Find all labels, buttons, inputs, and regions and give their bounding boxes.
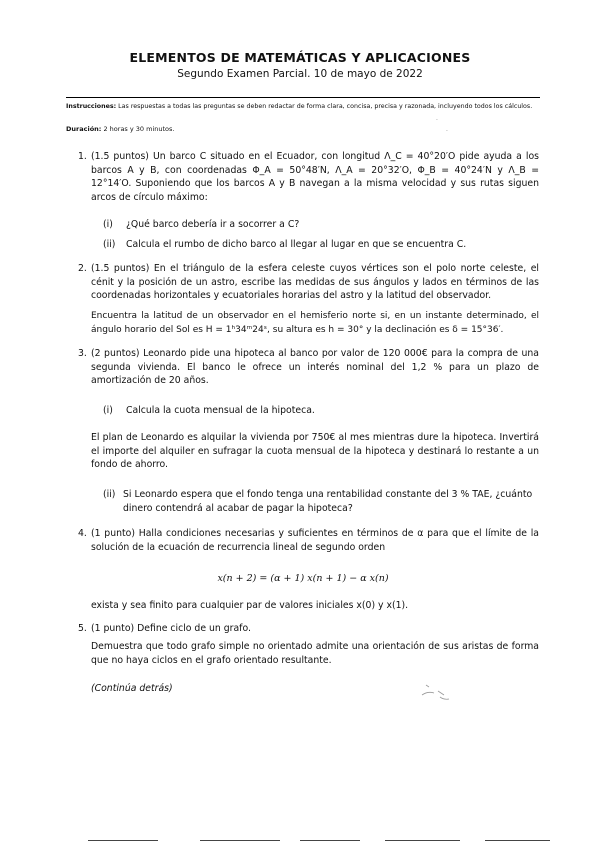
question-number: 1. — [78, 151, 87, 162]
question-number: 5. — [78, 623, 87, 634]
question-text: (1.5 puntos) En el triángulo de la esfera celeste cuyos vértices son el polo norte celeste, el cénit y la posición de un astro, escribe las medidas de sus ángulos y lados en términos de las coordenadas horizontales y ecuatoriales horarias del astro y la latitud del observador. — [91, 263, 539, 301]
sub-label: (ii) — [103, 239, 116, 250]
header-divider — [66, 97, 540, 98]
scan-dot: · — [446, 128, 448, 135]
duration-value: 2 horas y 30 minutos. — [103, 125, 175, 133]
sub-text: Calcula el rumbo de dicho barco al llegar al lugar en que se encuentra C. — [125, 239, 467, 250]
question-sub — [103, 238, 533, 252]
sub-text: Calcula la cuota mensual de la hipoteca. — [125, 405, 315, 416]
scan-dot: · — [436, 117, 438, 124]
question-text: (1 punto) Halla condiciones necesarias y suficientes en términos de α para que el límite de la solución de la ecuación de recurrencia lineal de segundo orden — [91, 528, 539, 553]
instructions-label: Instrucciones: — [66, 103, 117, 110]
question-after: exista y sea finito para cualquier par de valores iniciales x(0) y x(1). — [91, 600, 409, 611]
bottom-line — [300, 840, 360, 841]
question-number: 4. — [78, 528, 87, 539]
duration-label: Duración: — [66, 125, 102, 133]
bottom-line — [200, 840, 280, 841]
question-middle: El plan de Leonardo es alquilar la vivienda por 750€ al mes mientras dure la hipoteca. Invertirá el importe del alquiler en sufragar la cuota mensual de la hipoteca y destinará lo restante a un fondo de ahorro. — [91, 432, 539, 470]
sub-label: (i) — [103, 219, 113, 230]
question-extra: Demuestra que todo grafo simple no orientado admite una orientación de sus aristas de forma que no haya ciclos en el grafo orientado resultante. — [91, 641, 539, 666]
instructions-text: Las respuestas a todas las preguntas se deben redactar de forma clara, concisa, precisa y razonada, incluyendo todos los cálculos. — [118, 103, 533, 110]
bottom-line — [385, 840, 460, 841]
continue-note: (Continúa detrás) — [91, 683, 173, 694]
sub-label: (i) — [103, 405, 113, 416]
question-sub — [103, 404, 533, 418]
exam-subtitle: Segundo Examen Parcial. 10 de mayo de 2022 — [177, 68, 423, 80]
sub-text: Si Leonardo espera que el fondo tenga una rentabilidad constante del 3 % TAE, ¿cuánto dinero contendrá al acabar de pagar la hipoteca? — [123, 489, 533, 514]
sub-text: ¿Qué barco debería ir a socorrer a C? — [125, 219, 300, 230]
instructions — [66, 102, 540, 111]
question-sub — [103, 218, 533, 232]
duration — [66, 125, 174, 133]
question-number: 3. — [78, 348, 87, 359]
question-text: (1.5 puntos) Un barco C situado en el Ecuador, con longitud Λ_C = 40°20′O pide ayuda a los barcos A y B, con coordenadas Φ_A = 50°48′N, Λ_A = 20°32′O, Φ_B = 40°24′N y Λ_B = 12°14′O. Suponiendo que los barcos A y B navegan a la misma velocidad y sus rutas siguen arcos de círculo máximo: — [91, 151, 539, 203]
bottom-line — [88, 840, 158, 841]
exam-title: ELEMENTOS DE MATEMÁTICAS Y APLICACIONES — [129, 50, 471, 65]
sub-label: (ii) — [103, 489, 116, 500]
question-text: (1 punto) Define ciclo de un grafo. — [91, 623, 251, 634]
question-text: (2 puntos) Leonardo pide una hipoteca al banco por valor de 120 000€ para la compra de una segunda vivienda. El banco le ofrece un interés nominal del 1,2 % para un plazo de amortización de 20 años. — [91, 348, 539, 386]
question-number: 2. — [78, 263, 87, 274]
recurrence-equation: x(n + 2) = (α + 1) x(n + 1) − α x(n) — [217, 573, 389, 584]
bottom-line — [485, 840, 550, 841]
question-extra: Encuentra la latitud de un observador en el hemisferio norte si, en un instante determinado, el ángulo horario del Sol es H = 1ʰ34ᵐ24ˢ, su altura es h = 30° y la declinación es δ = 15°36′. — [91, 311, 539, 335]
pencil-mark — [412, 677, 462, 707]
